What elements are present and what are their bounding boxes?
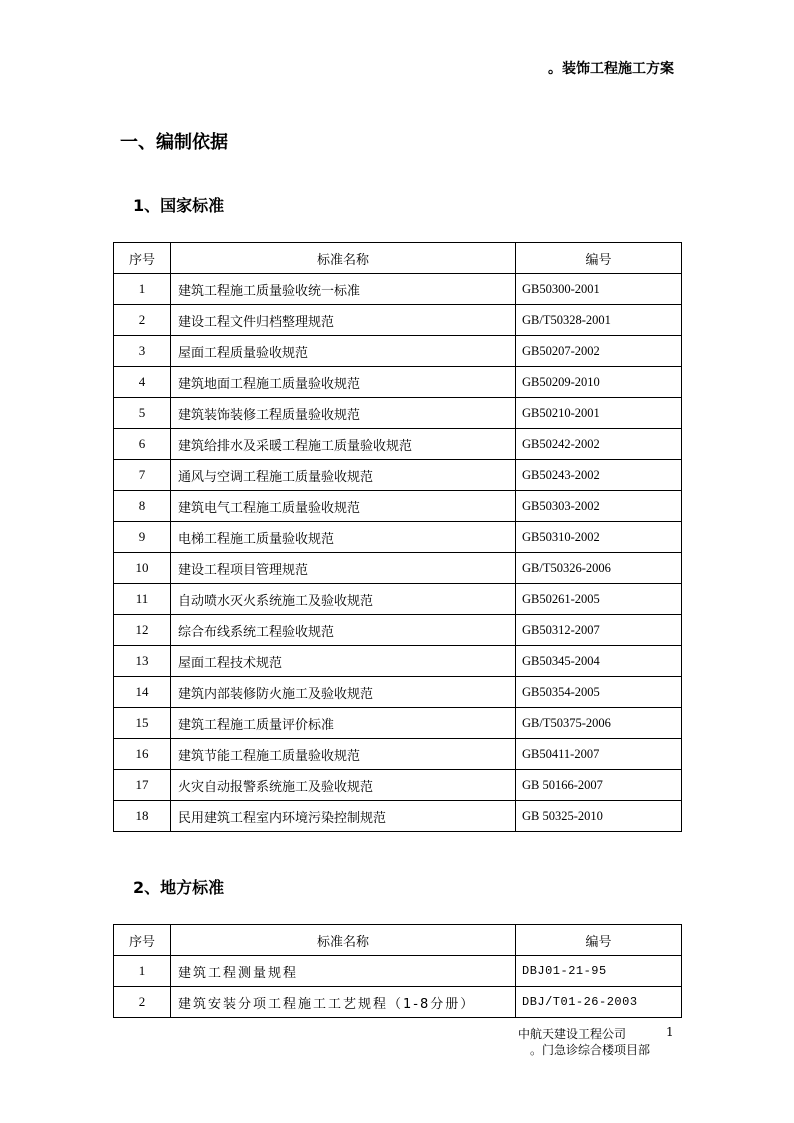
standard-code: GB 50166-2007: [516, 770, 682, 801]
standard-code: GB 50325-2010: [516, 801, 682, 832]
column-header-name: 标准名称: [171, 243, 516, 274]
row-number: 5: [114, 398, 171, 429]
standard-name: 建设工程项目管理规范: [171, 553, 516, 584]
row-number: 3: [114, 336, 171, 367]
standard-name: 建筑给排水及采暖工程施工质量验收规范: [171, 429, 516, 460]
table-row: [114, 305, 682, 336]
standard-code: GB50411-2007: [516, 739, 682, 770]
standard-name: 建筑工程施工质量评价标准: [171, 708, 516, 739]
row-number: 15: [114, 708, 171, 739]
row-number: 2: [114, 305, 171, 336]
local-standards-heading: 2、地方标准: [133, 878, 225, 897]
table-row: [114, 398, 682, 429]
row-number: 18: [114, 801, 171, 832]
table-row: [114, 956, 682, 987]
standard-name: 建筑地面工程施工质量验收规范: [171, 367, 516, 398]
table-row: [114, 646, 682, 677]
row-number: 17: [114, 770, 171, 801]
page-number: 1: [666, 1025, 674, 1039]
footer-department: 。门急诊综合楼项目部: [530, 1043, 651, 1057]
row-number: 2: [114, 987, 171, 1018]
standard-name: 建筑节能工程施工质量验收规范: [171, 739, 516, 770]
column-header-code: 编号: [516, 925, 682, 956]
standard-name: 火灾自动报警系统施工及验收规范: [171, 770, 516, 801]
row-number: 7: [114, 460, 171, 491]
row-number: 8: [114, 491, 171, 522]
row-number: 11: [114, 584, 171, 615]
standard-code: DBJ01-21-95: [516, 956, 682, 987]
section-title: 一、编制依据: [120, 132, 228, 153]
row-number: 12: [114, 615, 171, 646]
standard-name: 屋面工程技术规范: [171, 646, 516, 677]
standard-code: GB50210-2001: [516, 398, 682, 429]
standard-code: GB/T50375-2006: [516, 708, 682, 739]
standard-name: 通风与空调工程施工质量验收规范: [171, 460, 516, 491]
standard-name: 民用建筑工程室内环境污染控制规范: [171, 801, 516, 832]
table-row: [114, 615, 682, 646]
table-row: [114, 367, 682, 398]
row-number: 14: [114, 677, 171, 708]
column-header-no: 序号: [114, 243, 171, 274]
standard-name: 建筑装饰装修工程质量验收规范: [171, 398, 516, 429]
standard-code: GB50310-2002: [516, 522, 682, 553]
standard-code: GB/T50326-2006: [516, 553, 682, 584]
standard-code: DBJ/T01-26-2003: [516, 987, 682, 1018]
table-row: [114, 987, 682, 1018]
standard-name: 自动喷水灭火系统施工及验收规范: [171, 584, 516, 615]
table-row: [114, 429, 682, 460]
standard-code: GB50243-2002: [516, 460, 682, 491]
standard-name: 建筑安装分项工程施工工艺规程（1-8分册）: [171, 987, 516, 1018]
standard-name: 建筑内部装修防火施工及验收规范: [171, 677, 516, 708]
standard-code: GB50207-2002: [516, 336, 682, 367]
table-row: [114, 801, 682, 832]
document-header-title: 。装饰工程施工方案: [548, 61, 674, 77]
table-header-row: [114, 925, 682, 956]
standard-name: 建筑工程测量规程: [171, 956, 516, 987]
footer-company: 中航天建设工程公司: [518, 1027, 627, 1041]
standard-name: 综合布线系统工程验收规范: [171, 615, 516, 646]
table-row: [114, 274, 682, 305]
standard-name: 建筑工程施工质量验收统一标准: [171, 274, 516, 305]
row-number: 4: [114, 367, 171, 398]
row-number: 10: [114, 553, 171, 584]
row-number: 9: [114, 522, 171, 553]
standard-code: GB50354-2005: [516, 677, 682, 708]
table-row: [114, 336, 682, 367]
standard-code: GB50300-2001: [516, 274, 682, 305]
standard-code: GB50209-2010: [516, 367, 682, 398]
standard-name: 屋面工程质量验收规范: [171, 336, 516, 367]
standard-code: GB50242-2002: [516, 429, 682, 460]
standard-code: GB50345-2004: [516, 646, 682, 677]
standard-name: 建筑电气工程施工质量验收规范: [171, 491, 516, 522]
local-standards-table: [113, 924, 682, 1018]
row-number: 16: [114, 739, 171, 770]
national-standards-table: [113, 242, 682, 832]
table-header-row: [114, 243, 682, 274]
national-standards-heading: 1、国家标准: [133, 196, 225, 215]
column-header-code: 编号: [516, 243, 682, 274]
row-number: 1: [114, 274, 171, 305]
table-row: [114, 708, 682, 739]
standard-name: 电梯工程施工质量验收规范: [171, 522, 516, 553]
row-number: 1: [114, 956, 171, 987]
table-row: [114, 491, 682, 522]
table-row: [114, 522, 682, 553]
table-row: [114, 739, 682, 770]
standard-code: GB50303-2002: [516, 491, 682, 522]
standard-code: GB50312-2007: [516, 615, 682, 646]
standard-name: 建设工程文件归档整理规范: [171, 305, 516, 336]
column-header-name: 标准名称: [171, 925, 516, 956]
table-row: [114, 584, 682, 615]
column-header-no: 序号: [114, 925, 171, 956]
standard-code: GB/T50328-2001: [516, 305, 682, 336]
table-row: [114, 460, 682, 491]
row-number: 13: [114, 646, 171, 677]
table-row: [114, 770, 682, 801]
table-row: [114, 553, 682, 584]
standard-code: GB50261-2005: [516, 584, 682, 615]
table-row: [114, 677, 682, 708]
row-number: 6: [114, 429, 171, 460]
